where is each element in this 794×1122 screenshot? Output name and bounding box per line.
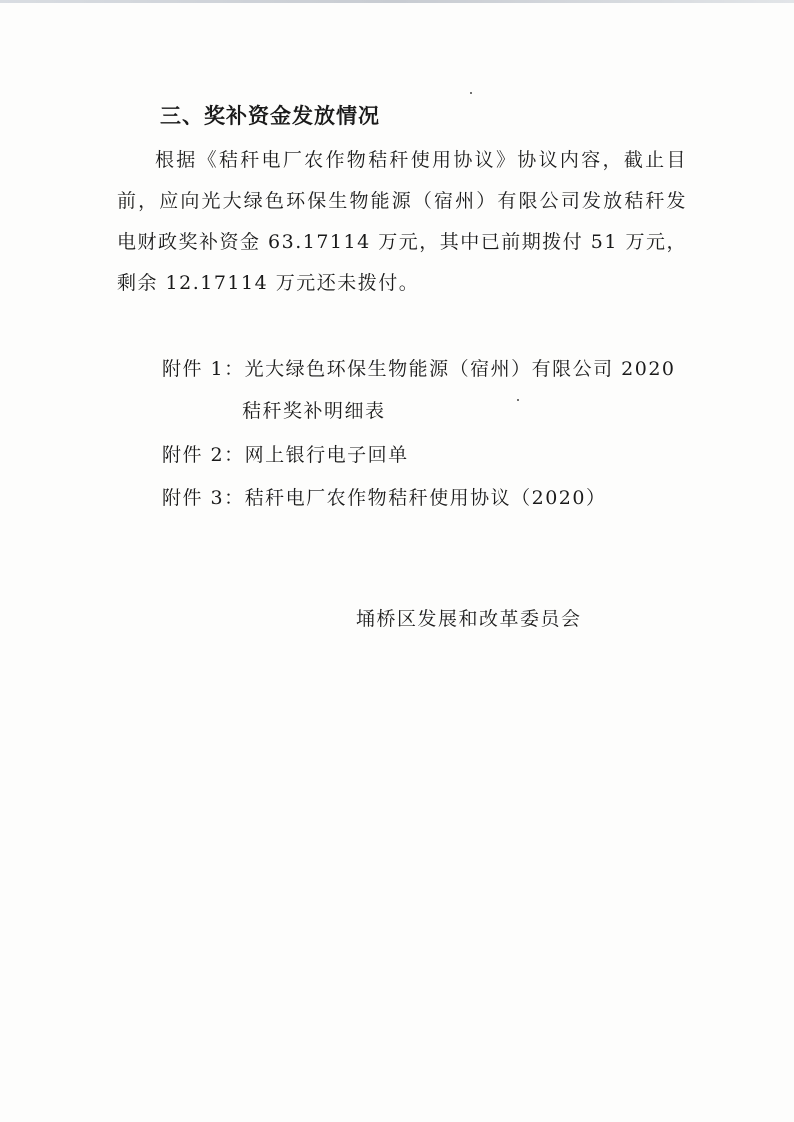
attachment-1: 附件 1：光大绿色环保生物能源（宿州）有限公司 2020 (162, 358, 676, 380)
scan-speck (470, 92, 472, 94)
body-paragraph: 根据《秸秆电厂农作物秸秆使用协议》协议内容，截止目前，应向光大绿色环保生物能源（宿州）有限公司发放秸秆发电财政奖补资金 63.17114 万元，其中已前期拨付 51 万元，剩余 12.17114 万元还未拨付。 (117, 149, 687, 294)
scan-top-edge (0, 0, 794, 3)
attachment-1-continuation: 秸秆奖补明细表 (242, 400, 386, 422)
attachment-3: 附件 3：秸秆电厂农作物秸秆使用协议（2020） (162, 487, 607, 509)
section-heading: 三、奖补资金发放情况 (160, 103, 380, 128)
scan-speck (517, 399, 519, 401)
issuer-signature: 埇桥区发展和改革委员会 (356, 608, 582, 630)
attachment-2: 附件 2：网上银行电子回单 (162, 444, 409, 466)
